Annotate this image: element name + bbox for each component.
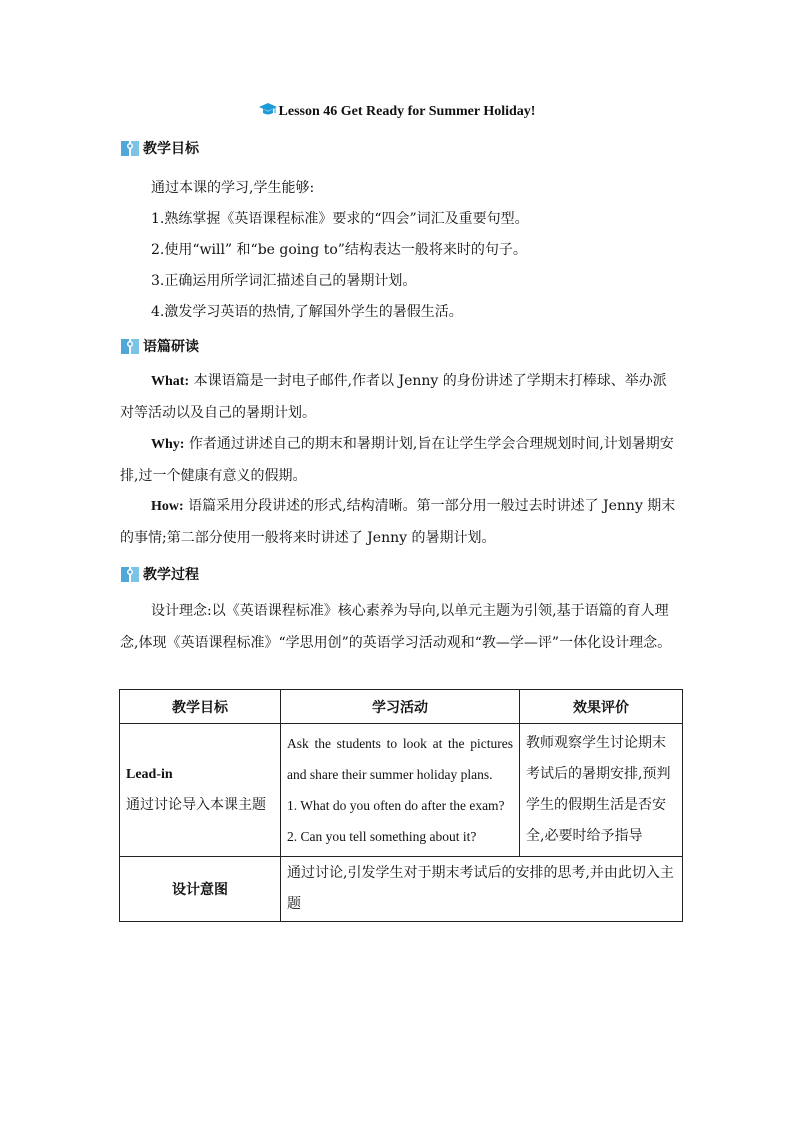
how-paragraph: How: 语篇采用分段讲述的形式,结构清晰。第一部分用一般过去时讲述了 Jenny 期末的事情;第二部分使用一般将来时讲述了 Jenny 的暑期计划。 xyxy=(120,498,676,546)
lead-in-title: Lead-in xyxy=(126,767,173,782)
activity-cell xyxy=(281,724,520,857)
objective-item: 2.使用“will” 和“be going to”结构表达一般将来时的句子。 xyxy=(151,242,527,258)
lead-in-cell xyxy=(120,724,281,857)
design-intent-label: 设计意图 xyxy=(120,857,281,922)
book-icon xyxy=(120,138,140,158)
col-header-objective: 教学目标 xyxy=(120,690,281,724)
activity-question: 1. What do you often do after the exam? xyxy=(287,798,505,813)
table-row xyxy=(120,724,683,857)
objective-item: 4.激发学习英语的热情,了解国外学生的暑假生活。 xyxy=(151,304,463,320)
lesson-process-table xyxy=(119,689,683,922)
lead-in-text: 通过讨论导入本课主题 xyxy=(126,797,266,813)
evaluation-cell: 教师观察学生讨论期末考试后的暑期安排,预判学生的假期生活是否安全,必要时给予指导 xyxy=(520,724,683,857)
section-heading-objectives: 教学目标 xyxy=(120,137,199,159)
col-header-evaluation: 效果评价 xyxy=(520,690,683,724)
what-paragraph: What: 本课语篇是一封电子邮件,作者以 Jenny 的身份讲述了学期末打棒球、举办派对等活动以及自己的暑期计划。 xyxy=(120,373,667,421)
table-header-row xyxy=(120,690,683,724)
lesson-title-text: Lesson 46 Get Ready for Summer Holiday! xyxy=(278,104,536,119)
activity-text: Ask the students to look at the pictures and share their summer holiday plans. xyxy=(287,736,513,782)
activity-question: 2. Can you tell something about it? xyxy=(287,829,477,844)
objective-item: 1.熟练掌握《英语课程标准》要求的“四会”词汇及重要句型。 xyxy=(151,211,529,227)
col-header-activity: 学习活动 xyxy=(281,690,520,724)
why-paragraph: Why: 作者通过讲述自己的期末和暑期计划,旨在让学生学会合理规划时间,计划暑期安排,过一个健康有意义的假期。 xyxy=(120,436,674,484)
lesson-title xyxy=(0,103,794,120)
section-heading-text-analysis: 语篇研读 xyxy=(120,335,199,357)
table-row xyxy=(120,857,683,922)
graduation-cap-icon xyxy=(259,103,277,117)
objectives-intro: 通过本课的学习,学生能够: xyxy=(151,180,315,196)
section-heading-process: 教学过程 xyxy=(120,563,199,585)
book-icon xyxy=(120,336,140,356)
design-concept-paragraph: 设计理念:以《英语课程标准》核心素养为导向,以单元主题为引领,基于语篇的育人理念,体现《英语课程标准》“学思用创”的英语学习活动观和“教—学—评”一体化设计理念。 xyxy=(120,603,672,651)
design-intent-text: 通过讨论,引发学生对于期末考试后的安排的思考,并由此切入主题 xyxy=(281,857,683,922)
book-icon xyxy=(120,564,140,584)
objective-item: 3.正确运用所学词汇描述自己的暑期计划。 xyxy=(151,273,417,289)
